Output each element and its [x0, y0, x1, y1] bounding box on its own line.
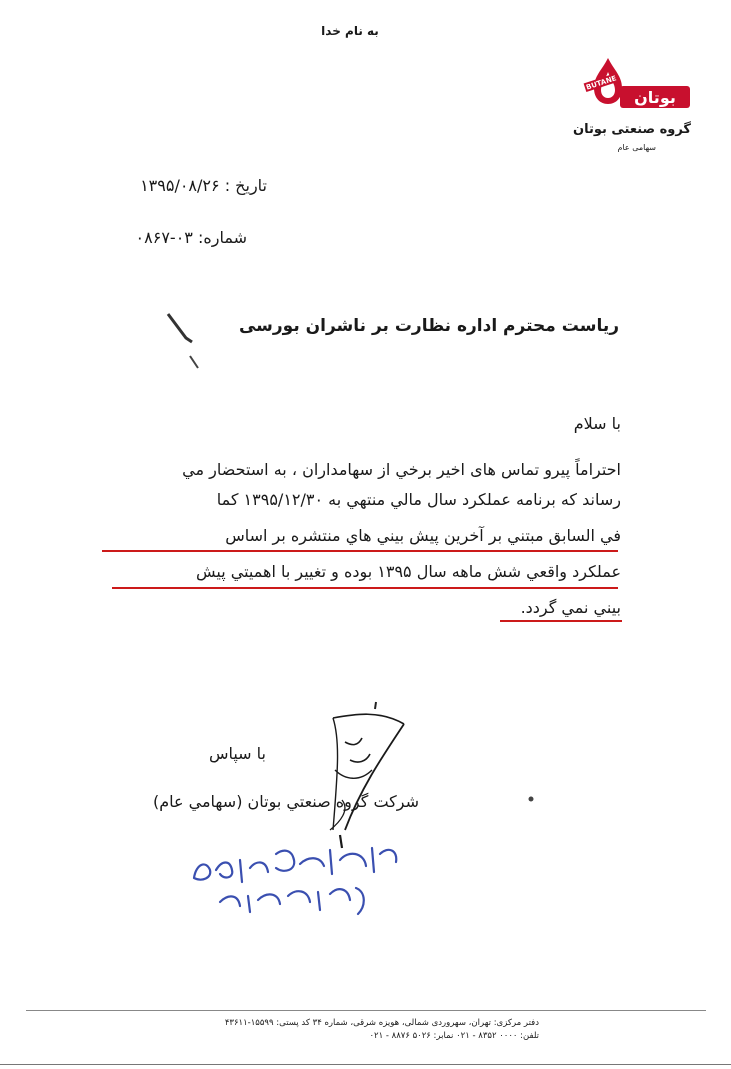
company-stamp — [180, 830, 405, 925]
date-value: ۱۳۹۵/۰۸/۲۶ — [140, 176, 220, 195]
body-line: احتراماً پیرو تماس های اخیر برخي از سهامداران ، به استحضار مي — [182, 460, 621, 479]
body-line: بيني نمي گردد. — [520, 598, 621, 617]
svg-text:بوتان: بوتان — [634, 88, 676, 107]
letter-number-line — [112, 228, 247, 247]
number-label: شماره: — [197, 228, 247, 247]
svg-text:BUTANE: BUTANE — [585, 74, 618, 92]
scan-smudge — [162, 308, 212, 378]
scan-speck — [372, 696, 380, 706]
number-value: ۰۳-۰۸۶۷ — [135, 228, 193, 247]
scan-speck — [525, 790, 537, 802]
highlight-underline — [112, 587, 618, 589]
highlight-underline — [102, 550, 618, 552]
company-type-header: سهامی عام — [617, 143, 656, 152]
date-line — [112, 176, 267, 195]
body-line: عملکرد واقعي شش ماهه سال ۱۳۹۵ بوده و تغيير با اهميتي پيش — [196, 562, 621, 581]
page-bottom-edge — [0, 1064, 731, 1065]
footer-contacts: تلفن: ۰۰۰۰ ۸۳۵۲ - ۰۲۱ نمابر: ۵۰۲۶ ۸۸۷۶ - ۰۲۱ — [369, 1031, 539, 1041]
butane-logo — [580, 56, 692, 118]
signer-company: شرکت گروه صنعتي بوتان (سهامي عام) — [152, 792, 419, 811]
greeting: با سلام — [573, 414, 621, 433]
footer-divider — [26, 1010, 706, 1011]
recipient-heading: ریاست محترم اداره نظارت بر ناشران بورسی — [238, 316, 619, 336]
basmala-heading: به نام خدا — [321, 24, 379, 38]
closing-phrase: با سپاس — [208, 744, 266, 763]
footer-address: دفتر مرکزی: تهران، سهروردی شمالی، هویزه شرقی، شماره ۳۴ کد پستی: ۱۵۵۹۹-۴۳۶۱۱ — [224, 1018, 539, 1028]
date-label: تاریخ : — [224, 176, 267, 195]
highlight-underline — [500, 620, 622, 622]
body-line: في السابق مبتني بر آخرين پيش بيني هاي منتشره بر اساس — [225, 526, 621, 545]
body-line: رساند که برنامه عملکرد سال مالي منتهي به ۱۳۹۵/۱۲/۳۰ کما — [216, 490, 621, 509]
company-name-header: گروه صنعتی بوتان — [572, 122, 691, 137]
